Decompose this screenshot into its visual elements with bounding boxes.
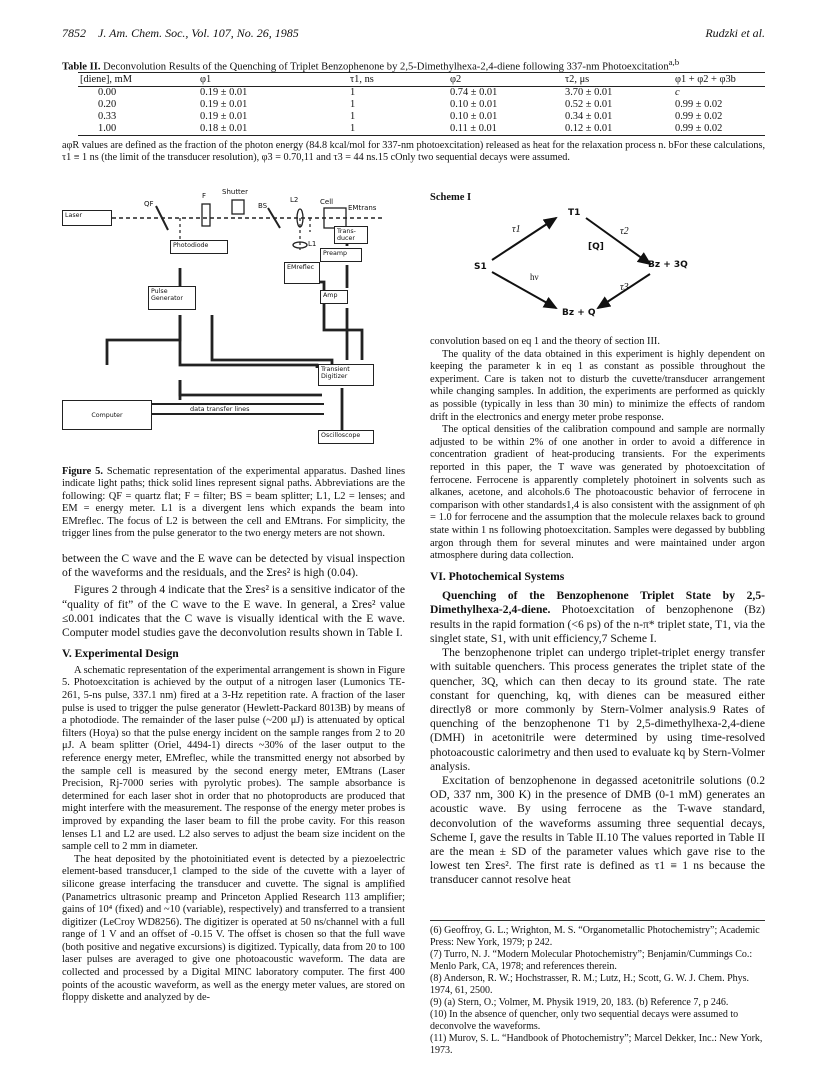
em-trans-label: EMtrans [348, 204, 377, 212]
s1-label: S1 [474, 262, 487, 272]
table-caption [62, 56, 765, 74]
table-cell: 0.19 ± 0.01 [200, 99, 248, 110]
photodiode-box [170, 240, 228, 254]
reference-item: (8) Anderson, R. W.; Hochstrasser, R. M.; Lutz, H.; Scott, G. W. J. Chem. Phys. 1974, 61, 2500. [430, 973, 750, 996]
em-reflec-box [284, 262, 320, 284]
table-header-cell: φ1 + φ2 + φ3b [673, 73, 765, 87]
left-para-2: Figures 2 through 4 indicate that the Σres² is a sensitive indicator of the “quality of fit” of the C wave to the E wave. In general, a Σres² value ≤0.001 indicates that the C wave is visually identical with the E wave. Computer model studies gave the deconvolution results shown in Table I. [62, 583, 405, 640]
right-para-1: convolution based on eq 1 and the theory of section III. [430, 336, 660, 347]
transient-digitizer-label: Transient Digitizer [321, 366, 350, 380]
table-label: Table II. [62, 61, 101, 73]
scheme-title: Scheme I [430, 192, 472, 203]
right-column [430, 336, 765, 888]
t1-label: T1 [568, 208, 581, 218]
table-cell: 0.18 ± 0.01 [198, 123, 348, 136]
amp-label: Amp [323, 292, 338, 299]
reference-item: (7) Turro, N. J. “Modern Molecular Photochemistry”; Benjamin/Cummings Co.: Menlo Park, CA, 1978; and references therein. [430, 949, 753, 972]
transducer-label: Trans- ducer [337, 228, 356, 242]
table-cell: 0.20 [98, 99, 117, 110]
l1-label: L1 [308, 240, 317, 248]
authors: Rudzki et al. [705, 26, 765, 40]
right-para-4 [430, 589, 765, 646]
table-cell: 0.12 ± 0.01 [563, 123, 673, 136]
table-caption-sup: a,b [668, 57, 680, 67]
reference-item: (10) In the absence of quencher, only two sequential decays were assumed to deconvolve the waveforms. [430, 1009, 739, 1032]
right-para-5: The benzophenone triplet can undergo triplet-triplet energy transfer with suitable quenchers. This process generates the triplet state of the quencher, 3Q, which can then decay to its ground state. The rate constant for quenching, kq, with dienes can be measured either directly8 or more commonly by Stern-Volmer analysis.9 Rates of quenching of the benzophenone T1 by 2,5-dimethylhexa-2,4-diene (DMH) in acetonitrile were determined by using time-resolved photoacoustic calorimetry and then used to evaluate kq by Stern-Volmer analysis. [430, 646, 765, 773]
computer-label: Computer [91, 412, 123, 419]
table-row [78, 87, 765, 100]
laser-label: Laser [65, 212, 83, 219]
reference-item: (11) Murov, S. L. “Handbook of Photochemistry”; Marcel Dekker, Inc.: New York, 1973. [430, 1033, 763, 1056]
table-cell: c [675, 87, 680, 98]
shutter-label: Shutter [222, 188, 248, 196]
preamp-label: Preamp [323, 250, 348, 257]
table-cell: 0.00 [98, 87, 117, 98]
table-cell: 0.99 ± 0.02 [675, 111, 723, 122]
left-para-3: A schematic representation of the experimental arrangement is shown in Figure 5. Photoexcitation is achieved by the output of a nitrogen laser (Lumonics TE-261, 5-ns pulse, 337.1 nm) fired at a 3-Hz repetition rate. A fraction of the laser pulse is used to trigger the pulse generator (Hewlett-Packard 8013B) by means of a photodiode. The remainder of the laser pulse (~200 μJ) is attenuated by optical filters (Hoya) so that the pulse energy incident on the sample ranges from 2 to 20 μJ. A beam splitter (Oriel, 4494-1) directs ~30% of the laser output to the reference energy meter, EMreflec, while the transmitted energy not absorbed by the sample cell is measured by the second energy meter, EMtrans (Laser Precision, Rj-7000 series with pyrolytic probes). The sample absorbance is determined for each laser shot in order that no photoproducts are produced that might interfere with the measurement. The response of the energy meter probes is improved by expanding the laser beam to fill the probe cavity. For this reason lenses L1 and L2 are used. L2 also serves to adjust the beam size incident on the sample cell to 2 mm in diameter. [62, 664, 405, 853]
em-reflec-label: EMreflec [287, 264, 315, 271]
hv-label: hν [530, 272, 539, 282]
oscilloscope-box [318, 430, 374, 444]
computer-box [62, 400, 152, 430]
table-header-cell: φ2 [448, 73, 563, 87]
table-header-cell: τ2, μs [563, 73, 673, 87]
section-heading-v: V. Experimental Design [62, 647, 179, 661]
figure-caption-text: Schematic representation of the experimental apparatus. Dashed lines indicate light paths; thick solid lines represent signal paths. Abbreviations are the following: QF = quartz flat; F = filter; BS = beam splitter; L1, L2 = lenses; and EM = energy meter. L1 is a divergent lens which expands the beam into EMreflec. The focus of L2 is between the cell and EMtrans. For simplicity, the trigger lines from the pulse generator to the two energy meters are not shown. [62, 466, 405, 540]
table-cell: 1 [350, 111, 356, 122]
subsection-heading: Quenching of the Benzophenone Triplet State by 2,5-Dimethylhexa-2,4-diene. [430, 589, 765, 617]
running-head [62, 26, 765, 41]
table-row [78, 111, 765, 123]
journal-citation: J. Am. Chem. Soc., Vol. 107, No. 26, 1985 [98, 26, 299, 40]
table-cell: 0.52 ± 0.01 [565, 99, 613, 110]
table-cell: 0.99 ± 0.02 [675, 99, 723, 110]
table-ii [78, 72, 765, 136]
tau2-label: τ2 [620, 226, 629, 237]
table-cell: 1 [348, 123, 448, 136]
right-para-3: The optical densities of the calibration compound and sample are normally adjusted to be within 2% of one another in order to avoid a difference in concentration gradient of heat-producing transients. For the experiments reported in this paper, the T wave was generated by photoexcitation of ferrocene. Ferrocene is apparently completely photoinert in solvents such as alkanes, acetone, and alcohols.6 The photoacoustic behavior of ferrocene in comparison with other standards1,4 is also consistent with the assignment of φh = 1.0 for ferrocene and the assumption that the molecule relaxes back to ground state within 1 ns following photoexcitation. Samples were degassed by bubbling argon through them for several minutes and were maintained under argon atmosphere during data collection. [430, 424, 765, 562]
table-cell: 0.19 ± 0.01 [200, 111, 248, 122]
pulse-generator-box [148, 286, 196, 310]
laser-box [62, 210, 112, 226]
table-cell: 0.10 ± 0.01 [450, 99, 498, 110]
data-transfer-label: data transfer lines [190, 405, 250, 413]
table-cell: 1 [350, 99, 356, 110]
left-para-1: between the C wave and the E wave can be detected by visual inspection of the waveforms and the residuals, and the Σres² is high (0.04). [62, 552, 405, 580]
transducer-box [334, 226, 368, 244]
transient-digitizer-box [318, 364, 374, 386]
table-cell: 0.74 ± 0.01 [450, 87, 498, 98]
cell-label: Cell [320, 198, 334, 206]
page-number: 7852 [62, 26, 86, 40]
bs-label: BS [258, 202, 268, 210]
section-heading-vi: VI. Photochemical Systems [430, 569, 565, 583]
table-cell: 3.70 ± 0.01 [565, 87, 613, 98]
bz-3q-label: Bz + 3Q [648, 260, 688, 270]
oscilloscope-label: Oscilloscope [321, 432, 361, 439]
right-para-6: Excitation of benzophenone in degassed acetonitrile solutions (0.2 OD, 337 nm, 300 K) in the presence of DMB (0-1 mM) generates an acoustic wave. By using ferrocene as the T-wave standard, deconvolution of the waveforms assuming three sequential decays, Scheme I, gave the results in Table II.10 The values reported in Table II are the mean ± SD of the parameter values which gave rise to the lowest ten Σres². The first rate is defined as τ1 ≡ 1 ns because the transducer cannot resolve heat [430, 773, 765, 887]
figure-5-caption [62, 466, 405, 540]
references-rule [430, 920, 765, 921]
figure-label: Figure 5. [62, 466, 103, 477]
table-cell: 0.33 [98, 111, 117, 122]
table-row [78, 123, 765, 136]
table-cell: 0.99 ± 0.02 [673, 123, 765, 136]
amp-box [320, 290, 348, 304]
table-cell: 0.34 ± 0.01 [565, 111, 613, 122]
table-cell: 1 [350, 87, 356, 98]
qf-label: QF [144, 200, 154, 208]
tau3-label: τ3 [620, 282, 629, 293]
table-cell: 0.19 ± 0.01 [200, 87, 248, 98]
table-cell: 0.11 ± 0.01 [448, 123, 563, 136]
bz-q-label: Bz + Q [562, 308, 596, 318]
left-column [62, 552, 405, 1005]
q-label: [Q] [588, 242, 604, 252]
tau1-label: τ1 [512, 224, 521, 235]
figure-5-diagram [62, 190, 407, 462]
left-para-4: The heat deposited by the photoinitiated event is detected by a piezoelectric element-based transducer,1 clamped to the side of the cuvette with a layer of silicone grease interfacing the transducer and cuvette. The signal is amplified (Panametrics ultrasonic preamp and Princeton Applied Research 113 amplifier; gains of 10⁴ (fixed) and ~10 (variable), respectively) and transferred to a transient digitizer (LeCroy WD8256). The digitizer is operated at 50 ns/channel with a full range of 1 V and an offset of -0.15 V. The offset is chosen so that the full wave (both positive and negative excursions) is digitized. Typically, data from 20 to 100 laser pulses are averaged to give one photoacoustic waveform. The data are collected and processed by a Digital MINC laboratory computer. The first 400 points of the acoustic waveform, as well as the energy meter values, are stored on floppy diskette and analyzed by de- [62, 853, 405, 1004]
preamp-box [320, 248, 362, 262]
right-para-4-text: Photoexcitation of benzophenone (Bz) results in the rapid formation (<6 ps) of the n-π* triplet state, T1, via the singlet state, S1, with unit efficiency,7 Scheme I. [430, 603, 765, 645]
table-header-row [78, 73, 765, 87]
table-header-cell: τ1, ns [348, 73, 448, 87]
table-cell: 1.00 [78, 123, 198, 136]
reference-item: (6) Geoffroy, G. L.; Wrighton, M. S. “Organometallic Photochemistry”; Academic Press: New York, 1979; p 242. [430, 925, 760, 948]
right-para-2: The quality of the data obtained in this experiment is highly dependent on keeping the parameter k in eq 1 as constant as possible throughout the experiment. Care is taken not to disturb the cuvette/transducer arrangement while changing samples. In addition, the experiments are performed as quickly as possible (typically in less than 30 min) to minimize the effects of random drift in the electronics and energy meter probe response. [430, 348, 765, 423]
table-footnote: aφR values are defined as the fraction of the photon energy (84.8 kcal/mol for 337-nm photoexcitation) released as heat for the relaxation process n. bFor these calculations, τ1 ≡ 1 ns (the limit of the transducer resolution), φ3 = 0.70,11 and τ3 = 44 ns.15 cOnly two sequential decays were assumed. [62, 140, 765, 164]
table-cell: 0.10 ± 0.01 [450, 111, 498, 122]
reference-item: (9) (a) Stern, O.; Volmer, M. Physik 1919, 20, 183. (b) Reference 7, p 246. [430, 997, 729, 1008]
filter-label: F [202, 192, 207, 200]
pulse-generator-label: Pulse Generator [151, 288, 183, 302]
table-header-cell: φ1 [198, 73, 348, 87]
photodiode-label: Photodiode [173, 242, 209, 249]
table-row [78, 99, 765, 111]
table-caption-text: Deconvolution Results of the Quenching of Triplet Benzophenone by 2,5-Dimethylhexa-2,4-diene following 337-nm Photoexcitation [103, 61, 669, 73]
scheme-1-diagram [470, 202, 710, 326]
references [430, 925, 765, 1057]
l2-label: L2 [290, 196, 299, 204]
table-header-cell: [diene], mM [78, 73, 198, 87]
